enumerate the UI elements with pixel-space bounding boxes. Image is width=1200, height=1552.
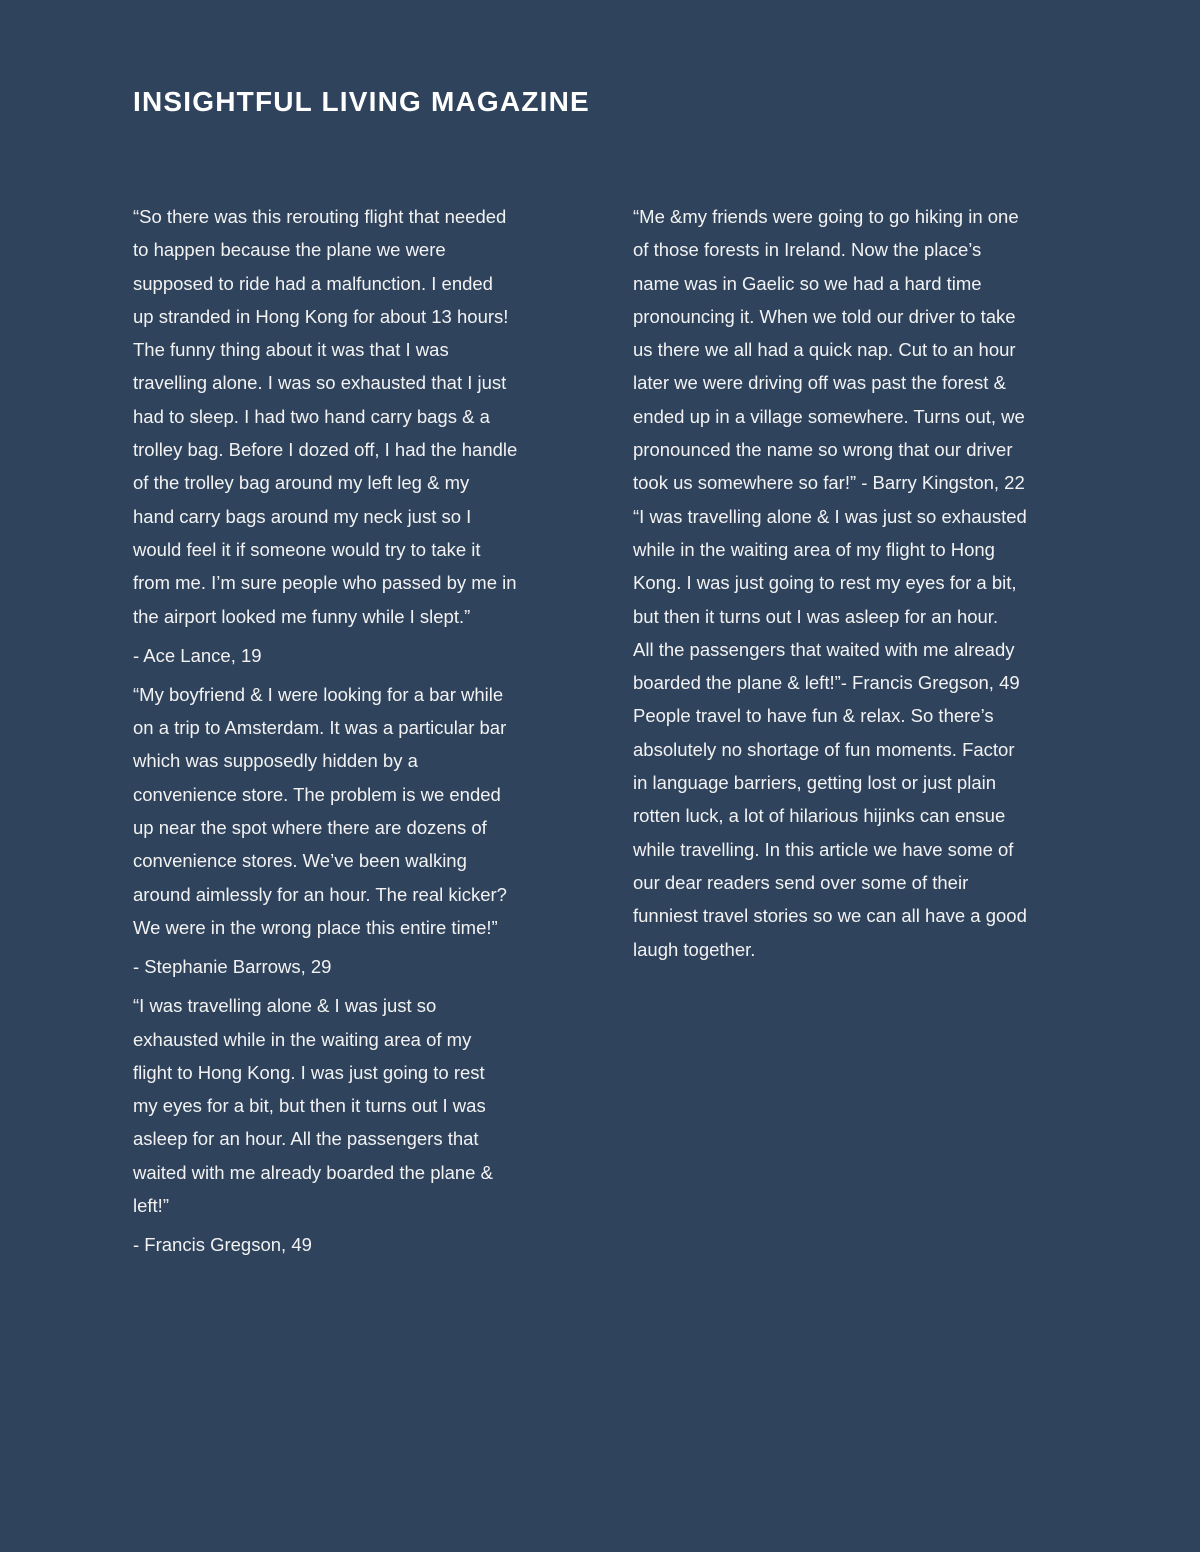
article-line: us there we all had a quick nap. Cut to an hour bbox=[633, 339, 1016, 361]
quote-line: asleep for an hour. All the passengers that bbox=[133, 1128, 479, 1150]
quote-line: travelling alone. I was so exhausted that I just bbox=[133, 372, 507, 394]
quote-line: the airport looked me funny while I slept.” bbox=[133, 605, 471, 627]
article-line: All the passengers that waited with me already bbox=[633, 638, 1015, 660]
quote-line: up near the spot where there are dozens of bbox=[133, 817, 487, 839]
testimonial-quote bbox=[133, 989, 603, 1222]
right-column bbox=[633, 200, 1103, 966]
article-line: name was in Gaelic so we had a hard time bbox=[633, 272, 982, 294]
left-column bbox=[133, 200, 603, 1267]
article-line: while travelling. In this article we have some of bbox=[633, 838, 1014, 860]
article-line: of those forests in Ireland. Now the place’s bbox=[633, 239, 982, 261]
article-line: rotten luck, a lot of hilarious hijinks can ensue bbox=[633, 805, 1006, 827]
quote-line: my eyes for a bit, but then it turns out I was bbox=[133, 1095, 486, 1117]
quote-line: “So there was this rerouting flight that needed bbox=[133, 206, 507, 227]
article-line: Kong. I was just going to rest my eyes for a bit, bbox=[633, 572, 1017, 594]
article-line: “Me &my friends were going to go hiking in one bbox=[633, 206, 1019, 227]
quote-line: convenience store. The problem is we ended bbox=[133, 783, 501, 805]
article-line: pronouncing it. When we told our driver to take bbox=[633, 305, 1016, 327]
article-line: while in the waiting area of my flight to Hong bbox=[633, 538, 995, 560]
quote-line: We were in the wrong place this entire time!” bbox=[133, 916, 498, 938]
article-line: ended up in a village somewhere. Turns out, we bbox=[633, 405, 1025, 427]
article-line: People travel to have fun & relax. So there’s bbox=[633, 705, 994, 727]
article-line: laugh together. bbox=[633, 938, 756, 960]
magazine-title: INSIGHTFUL LIVING MAGAZINE bbox=[133, 86, 590, 117]
article-line: in language barriers, getting lost or just plain bbox=[633, 772, 997, 794]
testimonial-quote bbox=[133, 200, 603, 633]
quote-line: left!” bbox=[133, 1195, 169, 1217]
article-line: our dear readers send over some of their bbox=[633, 871, 969, 893]
quote-line: of the trolley bag around my left leg & my bbox=[133, 472, 470, 494]
quote-line: up stranded in Hong Kong for about 13 hours! bbox=[133, 305, 509, 327]
quote-line: to happen because the plane we were bbox=[133, 239, 446, 261]
quote-line: “I was travelling alone & I was just so bbox=[133, 995, 437, 1017]
article-line: absolutely no shortage of fun moments. Factor bbox=[633, 738, 1015, 760]
quote-line: on a trip to Amsterdam. It was a particular bar bbox=[133, 717, 507, 739]
quote-line: which was supposedly hidden by a bbox=[133, 750, 418, 772]
quote-line: supposed to ride had a malfunction. I ended bbox=[133, 272, 493, 294]
article-line: later we were driving off was past the forest & bbox=[633, 372, 1006, 394]
quote-line: hand carry bags around my neck just so I bbox=[133, 505, 472, 527]
quote-line: “My boyfriend & I were looking for a bar while bbox=[133, 683, 504, 705]
quote-line: around aimlessly for an hour. The real kicker? bbox=[133, 883, 507, 905]
article-line: boarded the plane & left!”- Francis Gregson, 49 bbox=[633, 672, 1020, 694]
quote-author: - Stephanie Barrows, 29 bbox=[133, 956, 332, 978]
quote-line: would feel it if someone would try to take it bbox=[133, 538, 481, 560]
article-line: but then it turns out I was asleep for an hour. bbox=[633, 605, 999, 627]
quote-line: flight to Hong Kong. I was just going to rest bbox=[133, 1061, 485, 1083]
quote-line: from me. I’m sure people who passed by me in bbox=[133, 572, 517, 594]
quote-line: trolley bag. Before I dozed off, I had the handle bbox=[133, 439, 518, 461]
quote-author: - Francis Gregson, 49 bbox=[133, 1234, 312, 1256]
article-line: pronounced the name so wrong that our driver bbox=[633, 439, 1013, 461]
quote-line: convenience stores. We’ve been walking bbox=[133, 850, 467, 872]
quote-line: waited with me already boarded the plane & bbox=[133, 1161, 493, 1183]
quote-line: The funny thing about it was that I was bbox=[133, 339, 449, 361]
testimonial-quote bbox=[133, 678, 603, 944]
quote-line: exhausted while in the waiting area of my bbox=[133, 1028, 472, 1050]
article-line: “I was travelling alone & I was just so exhausted bbox=[633, 505, 1027, 527]
quote-author: - Ace Lance, 19 bbox=[133, 644, 262, 666]
article-line: funniest travel stories so we can all have a good bbox=[633, 905, 1027, 927]
article-line: took us somewhere so far!” - Barry Kingston, 22 bbox=[633, 472, 1025, 494]
quote-line: had to sleep. I had two hand carry bags & a bbox=[133, 405, 490, 427]
